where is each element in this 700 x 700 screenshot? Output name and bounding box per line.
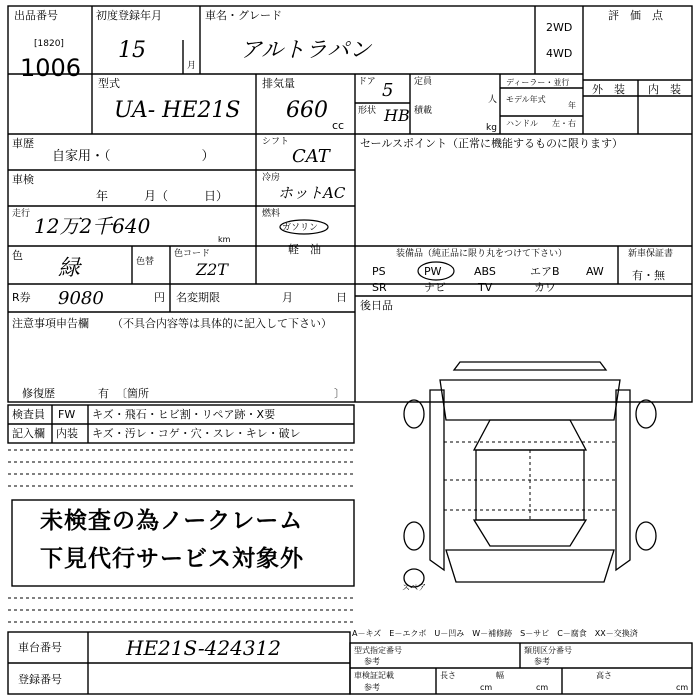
- equip-airbag: エアB: [530, 265, 560, 278]
- lot-label: 出品番号: [14, 9, 58, 22]
- fw-label: FW: [58, 408, 76, 421]
- doors-label: ドア: [358, 77, 376, 87]
- reg-label: 登録番号: [18, 673, 62, 686]
- interior-label: 内 装: [648, 83, 681, 96]
- first-reg-year: 15: [118, 38, 146, 63]
- repair-place: 〔箇所: [116, 387, 149, 400]
- lot-code: [1820]: [34, 39, 64, 49]
- displacement-unit: cc: [332, 119, 345, 132]
- equip-ps: PS: [372, 265, 386, 278]
- equip-pw: PW: [424, 265, 442, 278]
- warranty-value: 有・無: [632, 269, 665, 282]
- shift-value: CAT: [292, 146, 330, 167]
- inspection-label: 車検: [12, 173, 34, 186]
- category-label: 類別区分番号: [524, 646, 572, 655]
- width-cm-unit: cm: [536, 683, 549, 692]
- model-value: UA- HE21S: [114, 98, 241, 123]
- recycle-value: 9080: [58, 288, 104, 309]
- color-change-label: 色替: [136, 257, 155, 267]
- car-name: アルトラパン: [240, 38, 372, 63]
- length-cm-unit: cm: [480, 683, 493, 692]
- spare-label: スペア: [402, 583, 426, 592]
- notes-hint: （不具合内容等は具体的に記入して下さい）: [112, 317, 332, 330]
- equip-abs: ABS: [474, 265, 496, 278]
- repair-value: 有: [98, 387, 109, 400]
- banner-line-1: 未検査の為ノークレーム: [40, 508, 304, 534]
- score-label: 評 価 点: [608, 9, 663, 22]
- height-cm-unit: cm: [676, 683, 689, 692]
- car-body-diagram: [400, 350, 660, 600]
- model-label: 型式: [98, 77, 120, 90]
- category-ref: 参考: [534, 657, 550, 666]
- sales-point-label: セールスポイント（正常に機能するものに限ります）: [360, 137, 624, 150]
- fw-items: キズ・飛石・ヒビ割・リペア跡・X要: [92, 408, 276, 421]
- model-designation-ref: 参考: [364, 657, 380, 666]
- equip-sr: SR: [372, 281, 387, 294]
- load-label: 積載: [414, 106, 433, 116]
- mileage-label: 走行: [12, 209, 31, 219]
- color-code-label: 色コード: [174, 249, 211, 259]
- notes-label: 注意事項申告欄: [12, 317, 89, 330]
- recycle-label: R券: [12, 291, 31, 304]
- model-year-label: モデル年式: [506, 95, 546, 104]
- capacity-unit: 人: [488, 95, 498, 105]
- repair-close: 〕: [334, 387, 345, 400]
- damage-legend: A－キズ E－エクボ U－凹み W－補修跡 S－サビ C－腐食 XX－交換済: [352, 629, 638, 638]
- accessory-label: 後日品: [360, 299, 393, 312]
- mileage-value: 12万2千640: [34, 214, 151, 238]
- shift-label: シフト: [262, 137, 290, 147]
- exterior-label: 外 装: [592, 83, 625, 96]
- equip-aw: AW: [586, 265, 604, 278]
- width-label: 幅: [496, 671, 504, 680]
- color-value: 緑: [58, 256, 81, 281]
- fuel-gasoline: ガソリン: [282, 223, 319, 233]
- name-change-day: 日: [336, 291, 347, 304]
- lot-number: 1006: [20, 54, 82, 82]
- first-reg-label: 初度登録年月: [96, 9, 162, 22]
- model-designation-label: 型式指定番号: [354, 646, 402, 655]
- color-label: 色: [12, 249, 23, 262]
- fuel-label: 燃料: [262, 209, 281, 219]
- equip-navi: ナビ: [424, 281, 446, 294]
- inspection-date: 年 月（ 日）: [96, 189, 229, 203]
- equip-leather: カワ: [534, 281, 556, 294]
- car-name-label: 車名・グレード: [205, 9, 282, 22]
- year-unit: 年: [568, 101, 576, 110]
- displacement-label: 排気量: [262, 77, 295, 90]
- int-items: キズ・汚レ・コゲ・穴・スレ・キレ・破レ: [92, 427, 301, 440]
- ac-value: ホットAC: [278, 184, 346, 202]
- int-label: 内装: [56, 427, 78, 440]
- warranty-label: 新車保証書: [628, 249, 674, 259]
- first-reg-month-unit: 月: [187, 61, 197, 71]
- size-ref: 参考: [364, 683, 380, 692]
- fuel-circle-mark: [278, 218, 330, 236]
- drive-4wd: 4WD: [546, 47, 573, 60]
- height-label: 高さ: [596, 671, 612, 680]
- name-change-label: 名変期限: [176, 291, 220, 304]
- mileage-unit: km: [218, 235, 231, 244]
- ac-label: 冷房: [262, 173, 281, 183]
- length-label: 長さ: [440, 671, 456, 680]
- shape-label: 形状: [358, 106, 377, 116]
- dealer-label: ディーラー・並行: [506, 78, 570, 87]
- history-label: 車歴: [12, 137, 34, 150]
- history-value: 自家用・（ ）: [52, 149, 215, 164]
- equip-pw-circle: [416, 260, 456, 282]
- handle-options: 左・右: [552, 119, 576, 128]
- displacement-value: 660: [286, 98, 328, 123]
- capacity-label: 定員: [414, 77, 433, 87]
- banner-line-2: 下見代行サービス対象外: [40, 546, 304, 572]
- name-change-month: 月: [282, 291, 293, 304]
- repair-label: 修復歴: [22, 387, 55, 400]
- recycle-unit: 円: [154, 291, 165, 304]
- equip-header: 装備品（純正品に限り丸をつけて下さい）: [396, 249, 568, 259]
- color-code-value: Z2T: [196, 260, 228, 279]
- handle-label: ハンドル: [506, 119, 538, 128]
- size-label: 車検証記載: [354, 671, 394, 680]
- chassis-label: 車台番号: [18, 641, 62, 654]
- shape-value: HB: [384, 106, 410, 125]
- inspector-label-1: 検査員: [12, 408, 45, 421]
- fuel-diesel: 軽 油: [288, 243, 321, 256]
- equip-tv: TV: [478, 281, 493, 294]
- inspector-label-2: 記入欄: [12, 427, 45, 440]
- drive-2wd: 2WD: [546, 21, 573, 34]
- chassis-value: HE21S-424312: [126, 636, 282, 660]
- doors-value: 5: [382, 80, 394, 101]
- load-unit: kg: [486, 123, 497, 133]
